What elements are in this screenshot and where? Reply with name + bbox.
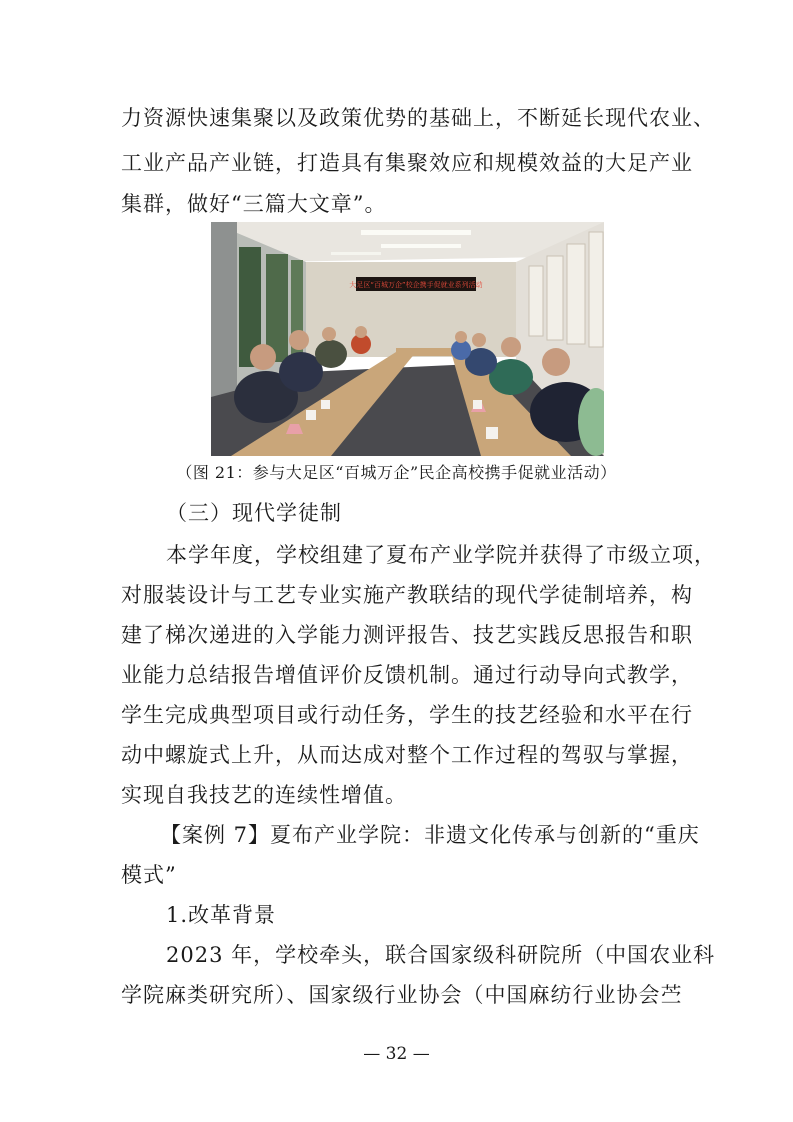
page-number: — 32 — [363,1044,430,1064]
text-line: 动中螺旋式上升，从而达成对整个工作过程的驾驭与掌握， [121,743,693,767]
text-line: 集群，做好“三篇大文章”。 [121,192,387,216]
text-line: 模式” [121,863,177,887]
meeting-photo [211,222,604,456]
text-line: 本学年度，学校组建了夏布产业学院并获得了市级立项， [166,543,716,567]
text-line: 【案例 7】夏布产业学院：非遗文化传承与创新的“重庆 [160,823,700,847]
text-line: 学院麻类研究所）、国家级行业协会（中国麻纺行业协会苎 [121,983,683,1007]
text-line: 2023 年，学校牵头，联合国家级科研院所（中国农业科 [166,943,716,967]
text-line: 力资源快速集聚以及政策优势的基础上，不断延长现代农业、 [121,106,715,130]
text-line: 对服装设计与工艺专业实施产教联结的现代学徒制培养，构 [121,583,693,607]
text-line: 学生完成典型项目或行动任务，学生的技艺经验和水平在行 [121,703,693,727]
text-line: 建了梯次递进的入学能力测评报告、技艺实践反思报告和职 [121,623,693,647]
figure-caption: （图 21：参与大足区“百城万企”民企高校携手促就业活动） [176,463,617,482]
banner-text: 大足区“百城万企”校企携手促就业系列活动 [349,281,483,289]
sub-heading: 1.改革背景 [166,903,277,927]
text-line: 工业产品产业链，打造具有集聚效应和规模效益的大足产业 [121,151,693,175]
text-line: 实现自我技艺的连续性增值。 [121,783,407,807]
text-line: 业能力总结报告增值评价反馈机制。通过行动导向式教学， [121,663,693,687]
section-heading: （三）现代学徒制 [166,501,342,525]
